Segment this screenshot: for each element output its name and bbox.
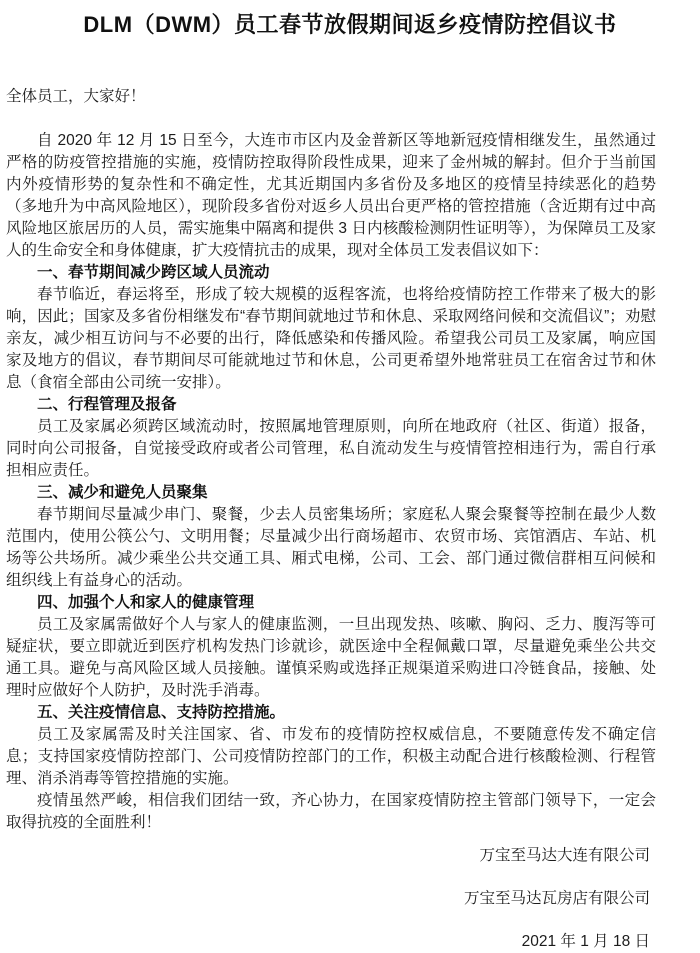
signature-company-1: 万宝至马达大连有限公司: [479, 847, 650, 864]
section-heading-2: 二、行程管理及报备: [37, 396, 177, 413]
greeting-line: 全体员工，大家好！: [6, 88, 146, 105]
closing-paragraph: 疫情虽然严峻，相信我们团结一致，齐心协力，在国家疫情防控主管部门领导下，一定会取得抗疫的全面胜利！: [6, 792, 656, 831]
signature-block: [6, 845, 650, 953]
section-paragraph-4: 员工及家属需做好个人与家人的健康监测，一旦出现发热、咳嗽、胸闷、乏力、腹泻等可疑症状，要立即就近到医疗机构发热门诊就诊，就医途中全程佩戴口罩，尽量避免乘坐公共交通工具。避免与高风险区域人员接触。谨慎采购或选择正规渠道采购进口冷链食品，接触、处理时应做好个人防护，及时洗手消毒。: [6, 616, 656, 699]
section-paragraph-2: 员工及家属必须跨区域流动时，按照属地管理原则，向所在地政府（社区、街道）报备，同时向公司报备，自觉接受政府或者公司管理，私自流动发生与疫情管控相违行为，需自行承担相应责任。: [6, 418, 656, 479]
signature-date: 2021 年 1 月 18 日: [521, 933, 650, 950]
section-heading-1: 一、春节期间减少跨区域人员流动: [37, 264, 270, 281]
section-paragraph-5: 员工及家属需及时关注国家、省、市发布的疫情防控权威信息，不要随意传发不确定信息；支持国家疫情防控部门、公司疫情防控部门的工作，积极主动配合进行核酸检测、行程管理、消杀消毒等管控措施的实施。: [6, 726, 656, 787]
section-heading-3: 三、减少和避免人员聚集: [37, 484, 208, 501]
section-paragraph-1: 春节临近，春运将至，形成了较大规模的返程客流，也将给疫情防控工作带来了极大的影响，因此；国家及多省份相继发布“春节期间就地过节和休息、采取网络问候和交流倡议”；劝慰亲友，减少相互访问与不必要的出行，降低感染和传播风险。希望我公司员工及家属，响应国家及地方的倡议，春节期间尽可能就地过节和休息，公司更希望外地常驻员工在宿舍过节和休息（食宿全部由公司统一安排）。: [6, 286, 656, 391]
section-paragraph-3: 春节期间尽量减少串门、聚餐，少去人员密集场所；家庭私人聚会聚餐等控制在最少人数范围内，使用公筷公勺、文明用餐；尽量减少出行商场超市、农贸市场、宾馆酒店、车站、机场等公共场所。减少乘坐公共交通工具、厢式电梯，公司、工会、部门通过微信群相互问候和组织线上有益身心的活动。: [6, 506, 656, 589]
document-title: DLM（DWM）员工春节放假期间返乡疫情防控倡议书: [83, 12, 617, 37]
signature-company-2: 万宝至马达瓦房店有限公司: [463, 890, 650, 907]
section-heading-5: 五、关注疫情信息、支持防控措施。: [37, 704, 286, 721]
intro-paragraph: 自 2020 年 12 月 15 日至今，大连市市区内及金普新区等地新冠疫情相继发生，虽然通过严格的防疫管控措施的实施，疫情防控取得阶段性成果，迎来了金州城的解封。但介于当前国内外疫情形势的复杂性和不确定性，尤其近期国内多省份及多地区的疫情呈持续恶化的趋势（多地升为中高风险地区），现阶段多省份对返乡人员出台更严格的管控措施（含近期有过中高风险地区旅居历的人员，需实施集中隔离和提供 3 日内核酸检测阴性证明等），为保障员工及家人的生命安全和身体健康，扩大疫情抗击的成果，现对全体员工发表倡议如下：: [6, 132, 656, 259]
section-heading-4: 四、加强个人和家人的健康管理: [37, 594, 255, 611]
